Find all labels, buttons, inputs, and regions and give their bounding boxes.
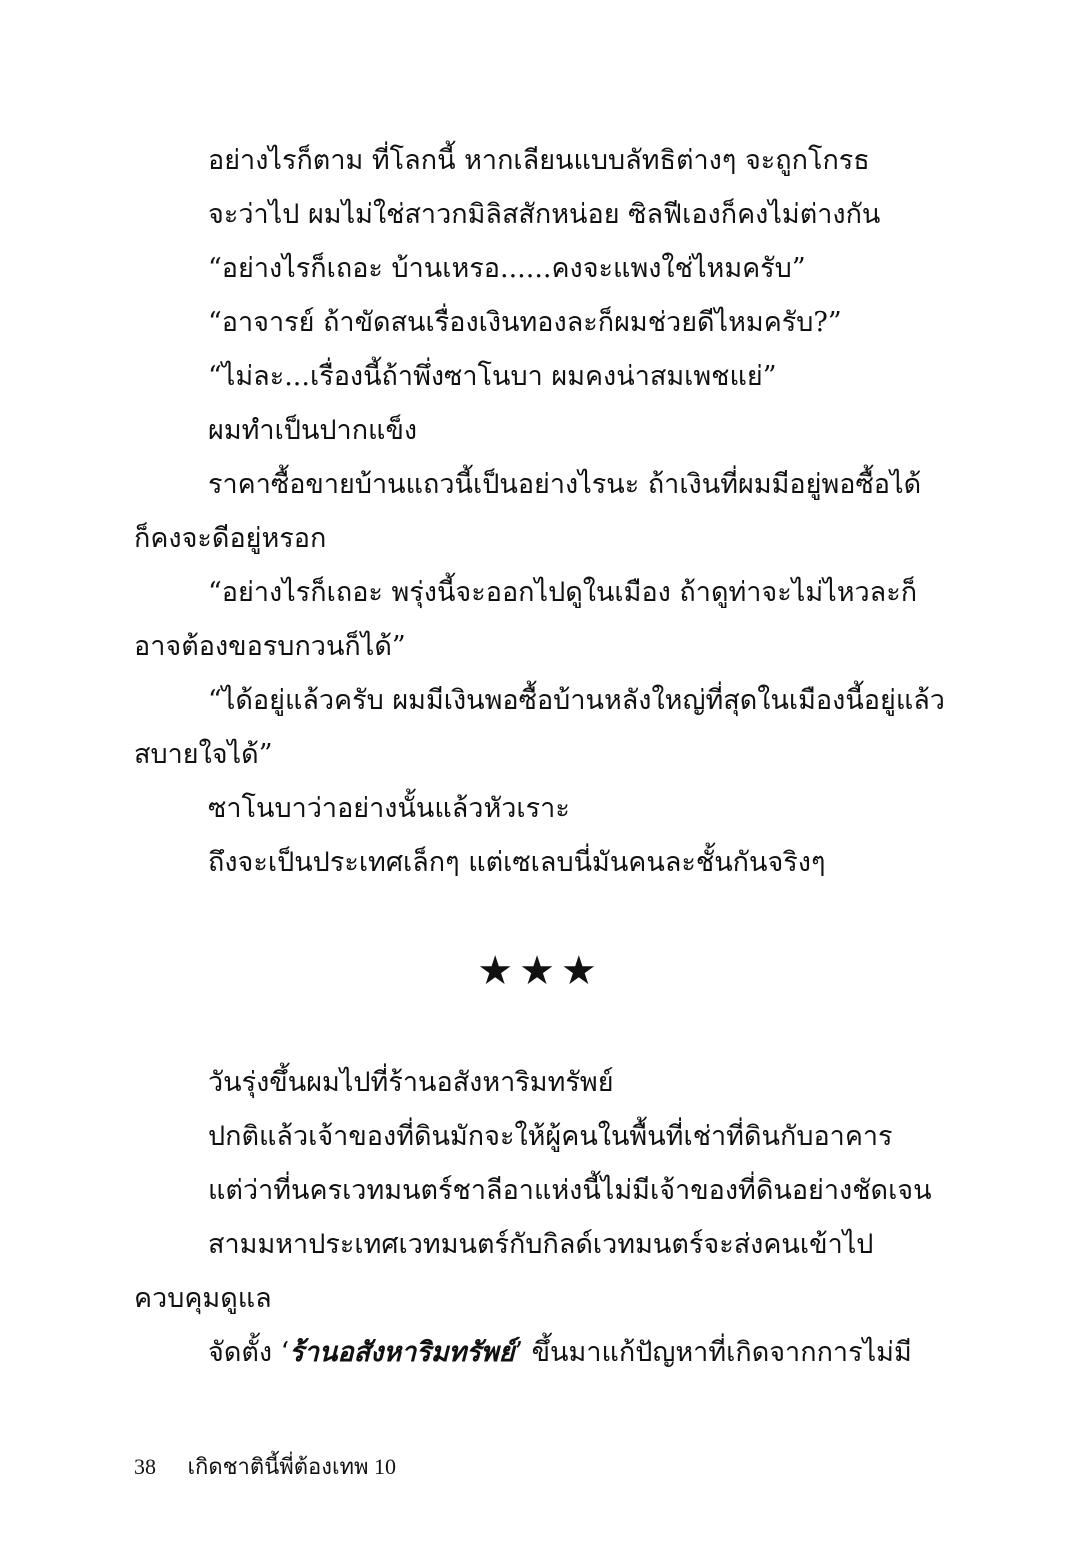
paragraph-with-emphasis — [134, 1326, 912, 1380]
paragraph — [134, 1164, 932, 1218]
page-footer — [134, 1452, 396, 1482]
paragraph — [134, 242, 884, 296]
paragraph-line: “ไม่ละ...เรื่องนี้ถ้าพึ่งซาโนบา ผมคงน่าสมเพชแย่” — [208, 361, 777, 392]
page-number: 38 — [134, 1454, 156, 1479]
section-divider-stars: ★★★ — [477, 948, 603, 994]
paragraph-line: อาจต้องขอรบกวนก็ได้” — [134, 631, 406, 662]
paragraph — [134, 458, 922, 566]
paragraph-line: “อาจารย์ ถ้าขัดสนเรื่องเงินทองละก็ผมช่วยดีไหมครับ?” — [208, 307, 842, 338]
paragraph-line: อย่างไรก็ตาม ที่โลกนี้ หากเลียนแบบลัทธิต่างๆ จะถูกโกรธ — [208, 145, 870, 176]
paragraph — [134, 836, 884, 890]
paragraph-line: “อย่างไรก็เถอะ บ้านเหรอ......คงจะแพงใช่ไหมครับ” — [208, 253, 806, 284]
paragraph — [134, 296, 884, 350]
paragraph — [134, 188, 884, 242]
paragraph-line: แต่ว่าที่นครเวทมนตร์ชาลีอาแห่งนี้ไม่มีเจ้าของที่ดินอย่างชัดเจน — [208, 1175, 932, 1206]
paragraph-line: สบายใจได้” — [134, 739, 273, 770]
paragraph-line: ซาโนบาว่าอย่างนั้นแล้วหัวเราะ — [208, 793, 570, 824]
paragraph — [134, 350, 884, 404]
paragraph-line: ถึงจะเป็นประเทศเล็กๆ แต่เซเลบนี่มันคนละชั้นกันจริงๆ — [208, 847, 826, 878]
paragraph-line: ปกติแล้วเจ้าของที่ดินมักจะให้ผู้คนในพื้นที่เช่าที่ดินกับอาคาร — [208, 1121, 893, 1152]
text-before-emphasis: จัดตั้ง ‘ — [208, 1337, 290, 1368]
paragraph — [134, 134, 884, 188]
paragraph — [134, 674, 945, 782]
paragraph-line: ก็คงจะดีอยู่หรอก — [134, 523, 327, 554]
paragraph — [134, 404, 884, 458]
paragraph — [134, 782, 884, 836]
paragraph — [134, 1218, 884, 1326]
paragraph-line: วันรุ่งขึ้นผมไปที่ร้านอสังหาริมทรัพย์ — [208, 1067, 614, 1098]
paragraph-line: ผมทำเป็นปากแข็ง — [208, 415, 418, 446]
paragraph-line: ราคาซื้อขายบ้านแถวนี้เป็นอย่างไรนะ ถ้าเงินที่ผมมีอยู่พอซื้อได้ — [208, 469, 922, 500]
emphasized-term: ร้านอสังหาริมทรัพย์ — [289, 1337, 515, 1368]
book-title: เกิดชาตินี้พี่ต้องเทพ 10 — [187, 1454, 397, 1479]
paragraph-line: สามมหาประเทศเวทมนตร์กับกิลด์เวทมนตร์จะส่งคนเข้าไป — [208, 1229, 874, 1260]
paragraph — [134, 1110, 893, 1164]
paragraph — [134, 1056, 884, 1110]
paragraph-line: “ได้อยู่แล้วครับ ผมมีเงินพอซื้อบ้านหลังใหญ่ที่สุดในเมืองนี้อยู่แล้ว — [208, 685, 945, 716]
paragraph-line: จะว่าไป ผมไม่ใช่สาวกมิลิสสักหน่อย ซิลฟีเองก็คงไม่ต่างกัน — [208, 199, 881, 230]
paragraph-line: ควบคุมดูแล — [134, 1283, 272, 1314]
paragraph — [134, 566, 918, 674]
paragraph-line: “อย่างไรก็เถอะ พรุ่งนี้จะออกไปดูในเมือง ถ้าดูท่าจะไม่ไหวละก็ — [208, 577, 918, 608]
paragraph-line — [134, 1326, 912, 1380]
text-after-emphasis: ’ ขึ้นมาแก้ปัญหาที่เกิดจากการไม่มี — [514, 1337, 912, 1368]
